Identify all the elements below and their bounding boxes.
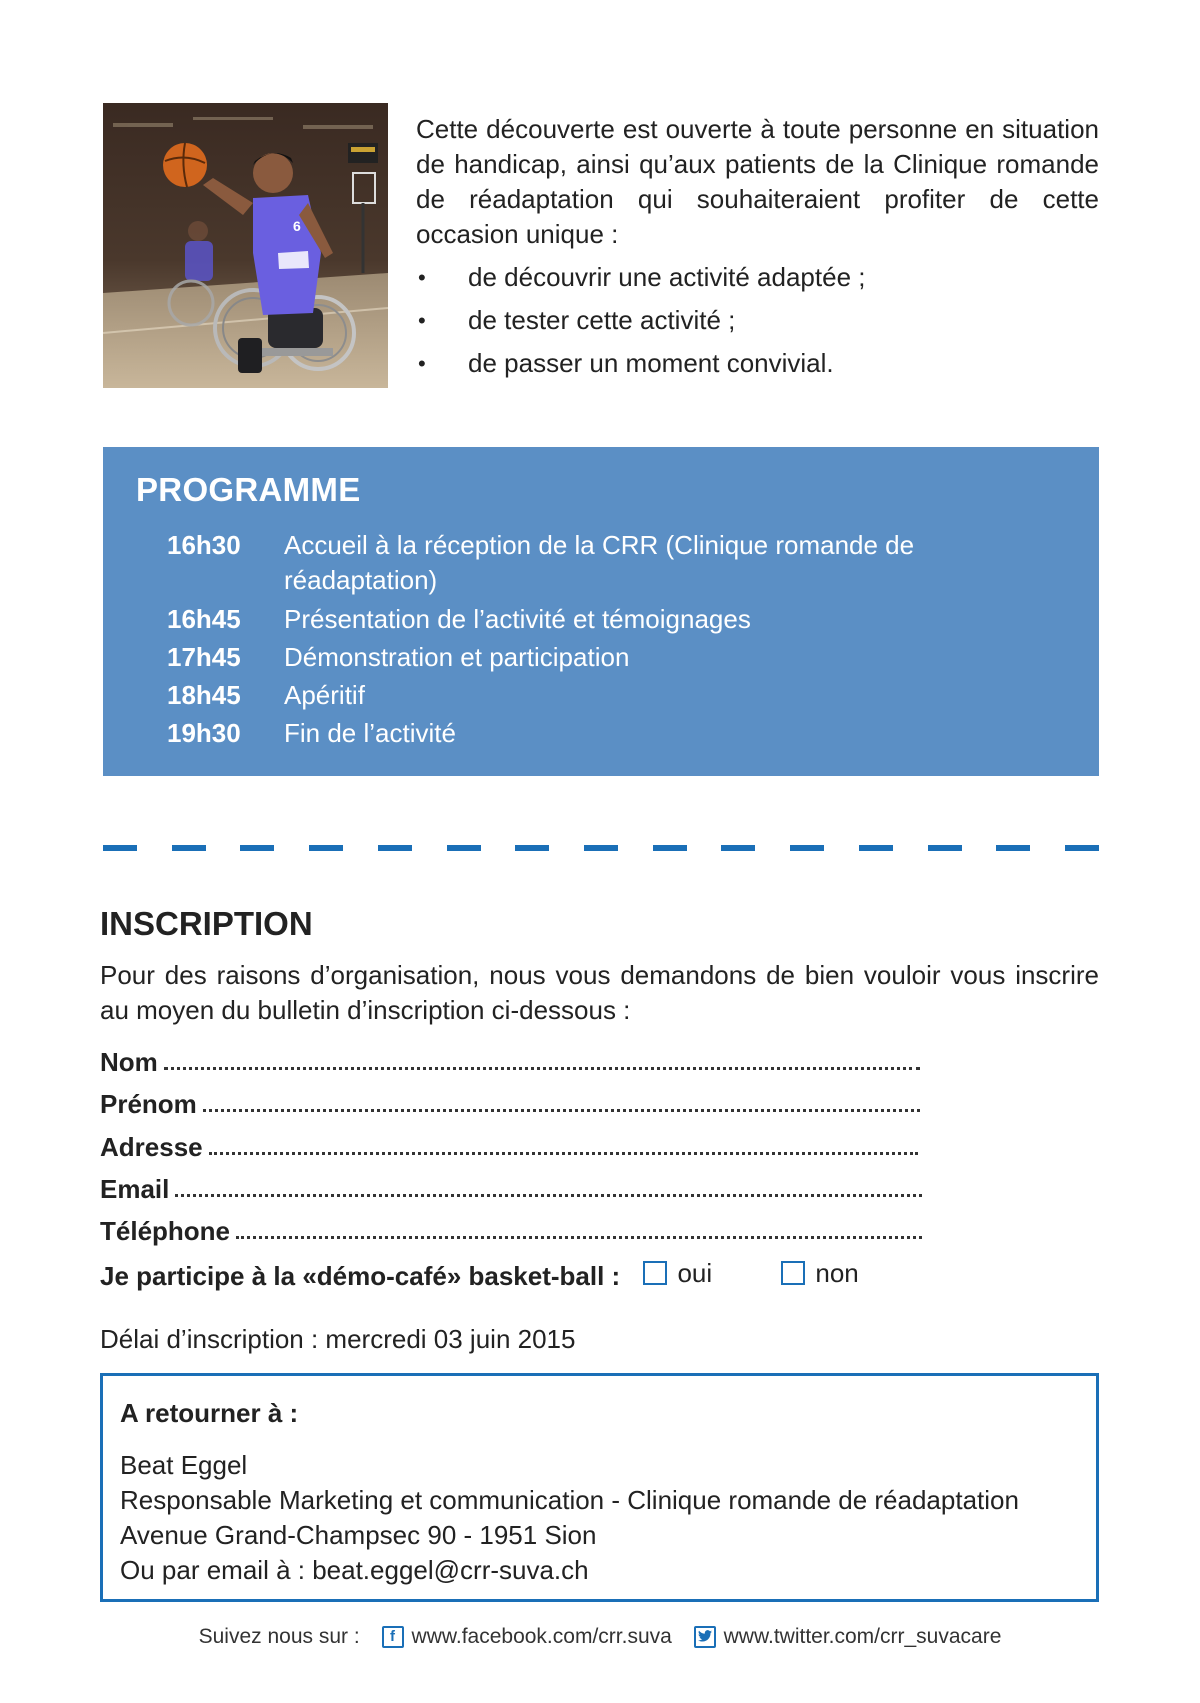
dash-segment: [996, 845, 1030, 851]
option-oui-label: oui: [677, 1258, 713, 1288]
dash-segment: [928, 845, 962, 851]
field-label: Téléphone: [100, 1216, 231, 1246]
field-label: Prénom: [100, 1089, 197, 1119]
programme-text: Fin de l’activité: [284, 718, 456, 748]
jersey-number: 6: [293, 218, 301, 234]
photo-illustration: [103, 103, 388, 388]
dash-segment: [859, 845, 893, 851]
fill-in-line[interactable]: [164, 1045, 920, 1070]
dash-segment: [240, 845, 274, 851]
intro-bullet: [416, 256, 1099, 299]
programme-box: [103, 447, 1099, 776]
programme-text: Démonstration et participation: [284, 642, 630, 672]
field-telephone[interactable]: [100, 1214, 922, 1248]
programme-text: Accueil à la réception de la CRR (Clinique romande de réadaptation): [284, 530, 915, 595]
intro-bullet-text: de passer un moment convivial.: [468, 348, 834, 378]
programme-time: 16h45: [167, 604, 241, 634]
checkbox-non[interactable]: [781, 1261, 805, 1285]
return-title: A retourner à :: [120, 1398, 299, 1428]
intro-bullet-text: de découvrir une activité adaptée ;: [468, 262, 866, 292]
option-oui[interactable]: [643, 1256, 712, 1290]
wheelchair-basketball-photo: [103, 103, 388, 388]
fill-in-line[interactable]: [203, 1087, 920, 1112]
dash-segment: [447, 845, 481, 851]
twitter-icon: [694, 1626, 716, 1648]
participation-row: [100, 1256, 859, 1293]
intro-paragraph: Cette découverte est ouverte à toute personne en situation de handicap, ainsi qu’aux patients de la Clinique romande de réadaptation qui souhaiteraient profiter de cette occasion unique :: [416, 114, 1099, 249]
dash-segment: [790, 845, 824, 851]
dash-segment: [721, 845, 755, 851]
dash-segment: [653, 845, 687, 851]
participation-question: Je participe à la «démo-café» basket-ball :: [100, 1261, 621, 1291]
programme-title: PROGRAMME: [136, 471, 361, 508]
field-prenom[interactable]: [100, 1087, 920, 1121]
dash-segment: [1065, 845, 1099, 851]
inscription-title: INSCRIPTION: [100, 905, 313, 942]
dash-segment: [309, 845, 343, 851]
programme-time: 17h45: [167, 642, 241, 672]
intro-bullet: [416, 342, 1099, 385]
intro-section: [416, 112, 1099, 385]
intro-bullet-list: [416, 256, 1099, 385]
footer-label: Suivez nous sur :: [198, 1625, 360, 1649]
return-line: Ou par email à : beat.eggel@crr-suva.ch: [120, 1555, 589, 1585]
dash-segment: [103, 845, 137, 851]
dash-segment: [584, 845, 618, 851]
dash-segment: [515, 845, 549, 851]
bullet-icon: •: [418, 351, 426, 376]
field-label: Nom: [100, 1047, 158, 1077]
fill-in-line[interactable]: [236, 1214, 922, 1239]
option-non[interactable]: [781, 1256, 858, 1290]
intro-bullet: [416, 299, 1099, 342]
field-email[interactable]: [100, 1172, 922, 1206]
bullet-icon: •: [418, 308, 426, 333]
return-line: Avenue Grand-Champsec 90 - 1951 Sion: [120, 1520, 597, 1550]
dash-segment: [378, 845, 412, 851]
field-label: Email: [100, 1174, 170, 1204]
programme-time: 16h30: [167, 530, 241, 560]
bullet-icon: •: [418, 265, 426, 290]
return-address-lines: [120, 1448, 1019, 1588]
programme-time: 18h45: [167, 680, 241, 710]
twitter-link[interactable]: www.twitter.com/crr_suvacare: [723, 1625, 1002, 1649]
dash-segment: [172, 845, 206, 851]
facebook-link[interactable]: www.facebook.com/crr.suva: [411, 1625, 672, 1649]
field-nom[interactable]: [100, 1045, 920, 1079]
fill-in-line[interactable]: [175, 1172, 922, 1197]
programme-text: Apéritif: [284, 680, 365, 710]
field-adresse[interactable]: [100, 1130, 918, 1164]
intro-bullet-text: de tester cette activité ;: [468, 305, 736, 335]
programme-text: Présentation de l’activité et témoignages: [284, 604, 751, 634]
dashed-separator: [103, 845, 1099, 851]
return-line: Beat Eggel: [120, 1450, 248, 1480]
option-non-label: non: [815, 1258, 859, 1288]
inscription-text: Pour des raisons d’organisation, nous vous demandons de bien vouloir vous inscrire au moyen du bulletin d’inscription ci-dessous :: [100, 960, 1099, 1025]
facebook-icon: f: [382, 1626, 404, 1648]
programme-time: 19h30: [167, 718, 241, 748]
field-label: Adresse: [100, 1132, 203, 1162]
social-footer: [0, 1620, 1200, 1654]
registration-deadline: Délai d’inscription : mercredi 03 juin 2015: [100, 1324, 576, 1354]
fill-in-line[interactable]: [209, 1130, 918, 1155]
checkbox-oui[interactable]: [643, 1261, 667, 1285]
return-line: Responsable Marketing et communication - Clinique romande de réadaptation: [120, 1485, 1019, 1515]
return-address-box: [100, 1373, 1099, 1602]
